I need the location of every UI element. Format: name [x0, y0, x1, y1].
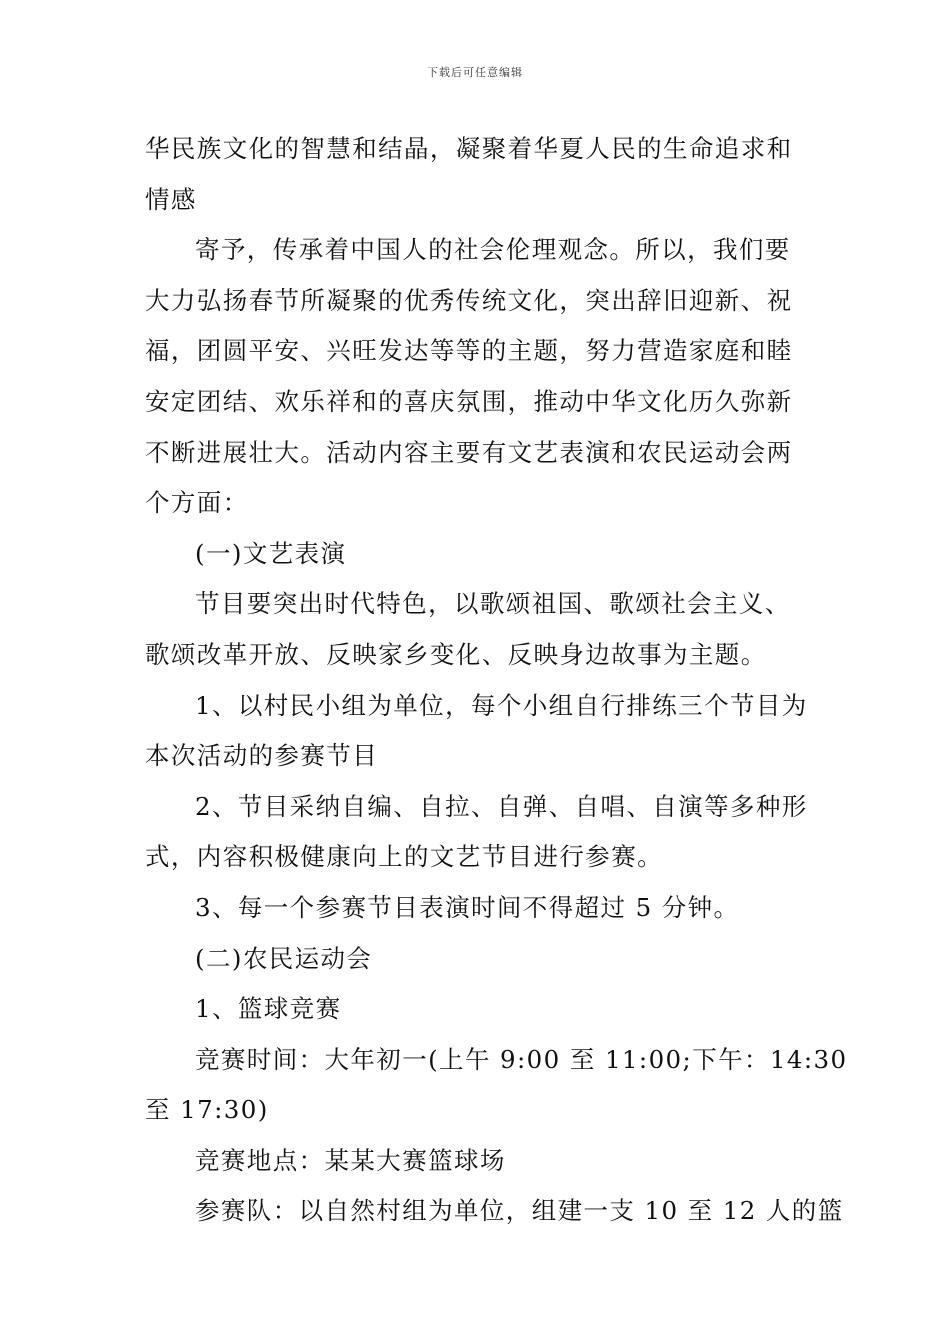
text-line: 情感: [145, 184, 197, 214]
text-line: 节目要突出时代特色，以歌颂祖国、歌颂社会主义、: [195, 589, 791, 619]
text-line: 不断进展壮大。活动内容主要有文艺表演和农民运动会两: [145, 437, 793, 467]
text-line: 1、篮球竞赛: [195, 994, 342, 1024]
text-line: 大力弘扬春节所凝聚的优秀传统文化，突出辞旧迎新、祝: [145, 285, 793, 315]
document-body: [145, 124, 848, 1237]
text-line: (一)文艺表演: [195, 538, 347, 568]
text-line: 2、节目采纳自编、自拉、自弹、自唱、自演等多种形: [195, 791, 808, 821]
text-line: 竞赛时间：大年初一(上午 9:00 至 11:00;下午：14:30: [195, 1044, 848, 1074]
text-line: 个方面：: [145, 488, 249, 518]
text-line: (二)农民运动会: [195, 943, 373, 973]
text-line: 福，团圆平安、兴旺发达等等的主题，努力营造家庭和睦: [145, 336, 793, 366]
header-note: 下载后可任意编辑: [427, 66, 523, 79]
text-line: 1、以村民小组为单位，每个小组自行排练三个节目为: [195, 690, 808, 720]
text-line: 华民族文化的智慧和结晶，凝聚着华夏人民的生命追求和: [145, 134, 793, 163]
text-line: 寄予，传承着中国人的社会伦理观念。所以，我们要: [195, 235, 791, 265]
text-line: 安定团结、欢乐祥和的喜庆氛围，推动中华文化历久弥新: [145, 386, 793, 416]
text-line: 竞赛地点：某某大赛篮球场: [195, 1145, 506, 1175]
text-line: 参赛队：以自然村组为单位，组建一支 10 至 12 人的篮: [195, 1196, 844, 1226]
text-line: 歌颂改革开放、反映家乡变化、反映身边故事为主题。: [145, 639, 767, 669]
text-line: 至 17:30): [145, 1095, 269, 1125]
text-line: 式，内容积极健康向上的文艺节目进行参赛。: [145, 842, 663, 872]
text-line: 3、每一个参赛节目表演时间不得超过 5 分钟。: [195, 892, 740, 922]
text-line: 本次活动的参赛节目: [145, 741, 379, 771]
